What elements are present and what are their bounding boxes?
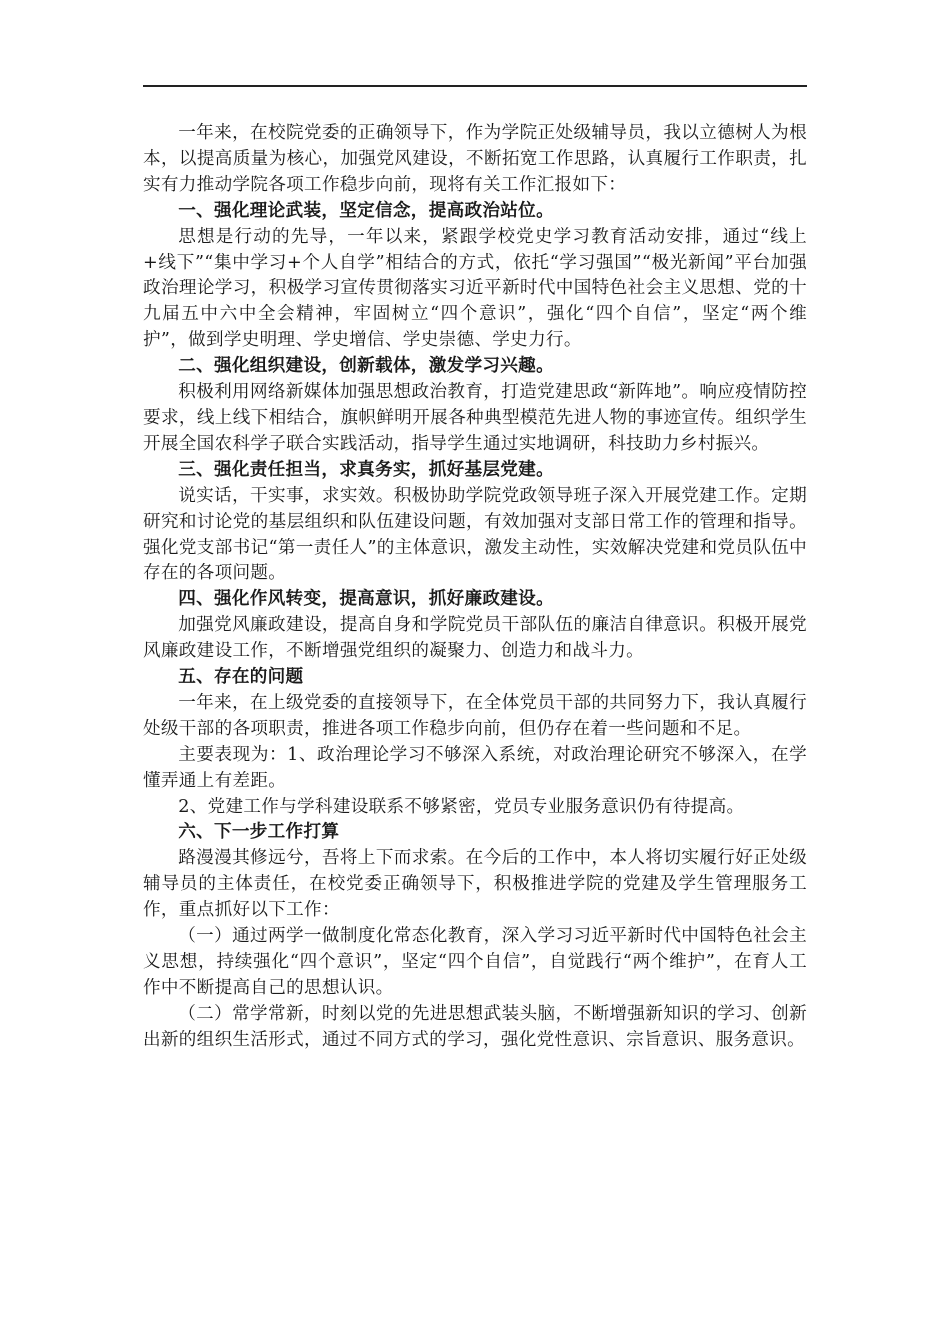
header-rule — [143, 85, 807, 87]
section-6-paragraph: 路漫漫其修远兮，吾将上下而求索。在今后的工作中，本人将切实履行好正处级辅导员的主体责任，在校党委正确领导下，积极推进学院的党建及学生管理服务工作，重点抓好以下工作： — [143, 848, 807, 921]
section-5-paragraph: 一年来，在上级党委的直接领导下，在全体党员干部的共同努力下，我认真履行处级干部的各项职责，推进各项工作稳步向前，但仍存在着一些问题和不足。 — [143, 692, 807, 739]
section-6-item-1: （一）通过两学一做制度化常态化教育，深入学习习近平新时代中国特色社会主义思想，持续强化“四个意识”，坚定“四个自信”，自觉践行“两个维护”，在育人工作中不断提高自己的思想认识。 — [143, 926, 807, 998]
section-heading-2: 二、强化组织建设，创新载体，激发学习兴趣。 — [178, 356, 554, 377]
section-5-issue-2: 2、党建工作与学科建设联系不够紧密，党员专业服务意识仍有待提高。 — [178, 796, 745, 817]
section-5-issue-1: 主要表现为：1、政治理论学习不够深入系统，对政治理论研究不够深入，在学懂弄通上有差距。 — [143, 744, 807, 791]
section-2-paragraph: 积极利用网络新媒体加强思想政治教育，打造党建思政“新阵地”。响应疫情防控要求，线上线下相结合，旗帜鲜明开展各种典型模范先进人物的事迹宣传。组织学生开展全国农科学子联合实践活动，指导学生通过实地调研，科技助力乡村振兴。 — [143, 382, 807, 454]
section-4-paragraph: 加强党风廉政建设，提高自身和学院党员干部队伍的廉洁自律意识。积极开展党风廉政建设工作，不断增强党组织的凝聚力、创造力和战斗力。 — [143, 615, 807, 662]
section-heading-1: 一、强化理论武装，坚定信念，提高政治站位。 — [178, 200, 554, 221]
section-3-paragraph: 说实话，干实事，求实效。积极协助学院党政领导班子深入开展党建工作。定期研究和讨论党的基层组织和队伍建设问题，有效加强对支部日常工作的管理和指导。强化党支部书记“第一责任人”的主体意识，激发主动性，实效解决党建和党员队伍中存在的各项问题。 — [143, 485, 807, 584]
section-heading-5: 五、存在的问题 — [178, 667, 304, 688]
section-heading-3: 三、强化责任担当，求真务实，抓好基层党建。 — [178, 459, 554, 480]
document-body — [143, 121, 807, 1054]
section-heading-6: 六、下一步工作打算 — [178, 822, 340, 843]
section-1-paragraph: 思想是行动的先导，一年以来，紧跟学校党史学习教育活动安排，通过“线上+线下”“集中学习+个人自学”相结合的方式，依托“学习强国”“极光新闻”平台加强政治理论学习，积极学习宣传贯彻落实习近平新时代中国特色社会主义思想、党的十九届五中六中全会精神，牢固树立“四个意识”，强化“四个自信”，坚定“两个维护”，做到学史明理、学史增信、学史崇德、学史力行。 — [143, 226, 807, 351]
section-heading-4: 四、强化作风转变，提高意识，抓好廉政建设。 — [178, 589, 554, 610]
intro-paragraph: 一年来，在校院党委的正确领导下，作为学院正处级辅导员，我以立德树人为根本，以提高质量为核心，加强党风建设，不断拓宽工作思路，认真履行工作职责，扎实有力推动学院各项工作稳步向前，现将有关工作汇报如下： — [143, 123, 807, 195]
section-6-item-2: （二）常学常新，时刻以党的先进思想武装头脑，不断增强新知识的学习、创新出新的组织生活形式，通过不同方式的学习，强化党性意识、宗旨意识、服务意识。 — [143, 1003, 807, 1050]
